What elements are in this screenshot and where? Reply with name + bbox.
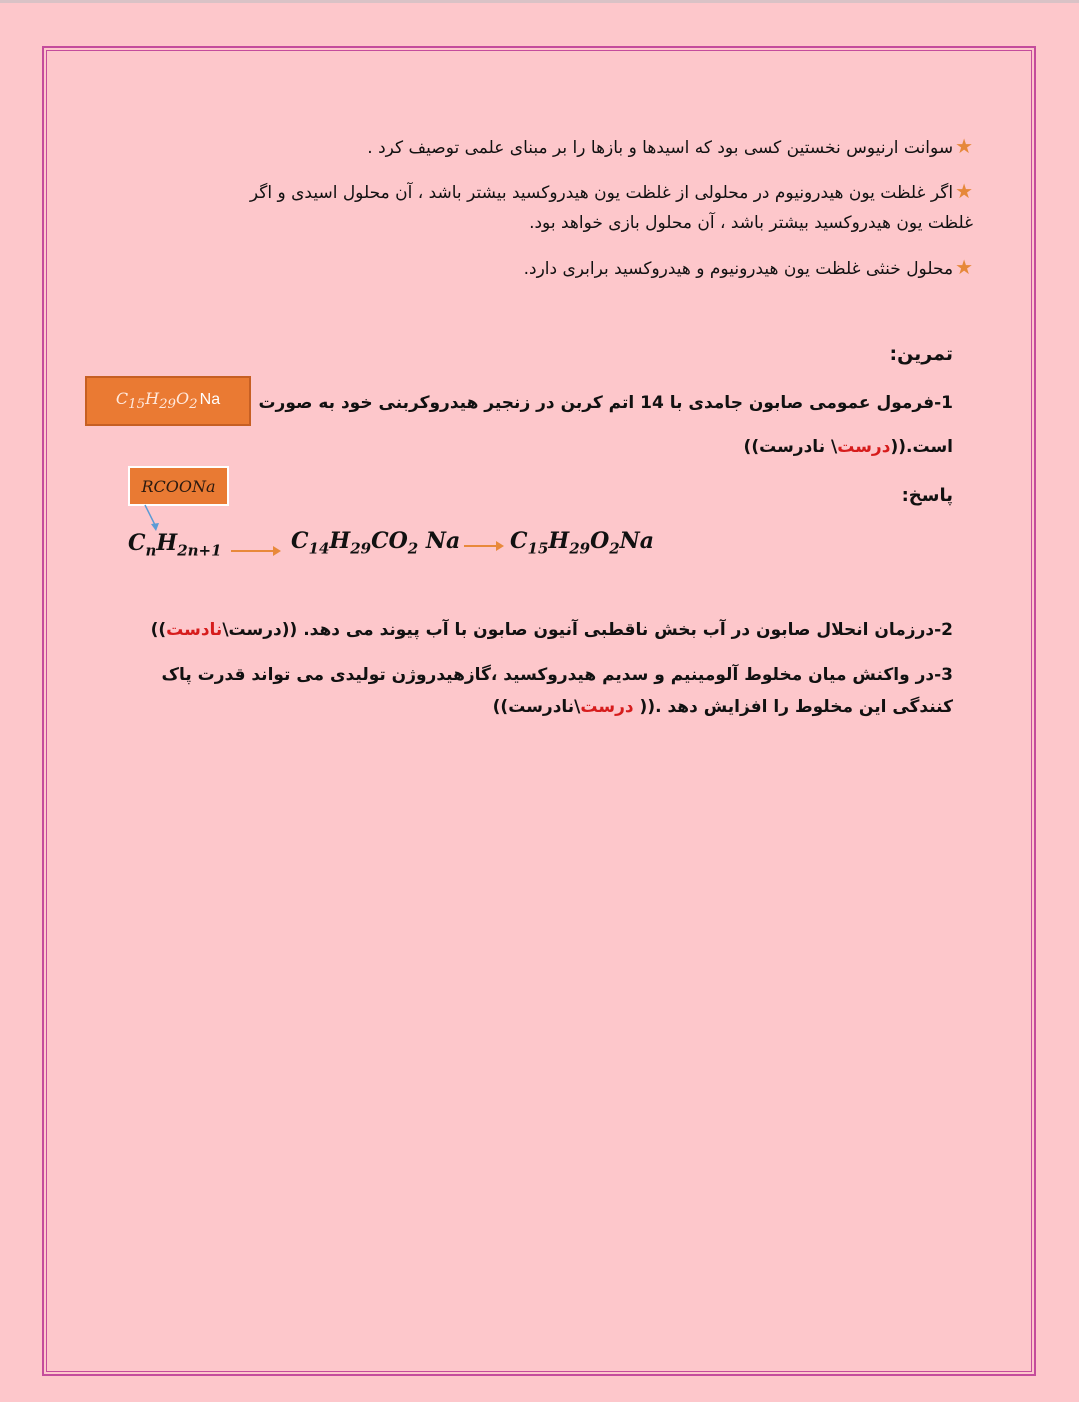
star-icon: ★ <box>955 255 973 279</box>
question-1-line-1: 1-فرمول عمومی صابون جامدی با 14 اتم کربن در زنجیر هیدروکربنی خود به صورت <box>258 393 953 413</box>
correct-answer-mark: درست <box>837 437 891 457</box>
formula-c14: $C_{14}H_{29}CO_2$ Na <box>291 528 461 558</box>
bullet-text: محلول خنثی غلظت یون هیدرونیوم و هیدروکسید برابری دارد. <box>523 259 954 279</box>
bullet-item-2 <box>133 176 973 238</box>
formula-c15: $C_{15}H_{29}O_2Na$ <box>510 528 655 558</box>
question-3-line-2: کنندگی این مخلوط را افزایش دهد .(( درست\نادرست)) <box>492 697 953 717</box>
formula-general: $C_nH_{2n+1}$ <box>128 530 222 560</box>
correct-answer-mark: درست <box>580 697 634 717</box>
pointer-arrow <box>140 503 164 533</box>
formula-box: $C_{15}H_{29}O_2$ Na <box>85 376 251 426</box>
bullet-text: سوانت ارنیوس نخستین کسی بود که اسیدها و بازها را بر مبنای علمی توصیف کرد . <box>367 138 954 158</box>
correct-answer-mark: نادست <box>166 620 223 640</box>
star-icon: ★ <box>955 179 973 203</box>
star-icon: ★ <box>955 134 973 158</box>
exercise-title: تمرین: <box>889 343 953 365</box>
question-3-line-1: 3-در واکنش میان مخلوط آلومینیم و سدیم هیدروکسید ،گازهیدروژن تولیدی می تواند قدرت پاک <box>161 665 953 685</box>
bullet-item-1 <box>133 131 973 163</box>
question-2: 2-درزمان انحلال صابون در آب بخش ناقطبی آنیون صابون با آب پیوند می دهد. ((درست\نادست)) <box>150 620 953 640</box>
arrow-right-icon <box>464 545 502 547</box>
bullet-item-3 <box>133 252 973 284</box>
bullet-text: غلظت یون هیدروکسید بیشتر باشد ، آن محلول بازی خواهد بود. <box>529 213 973 233</box>
bullet-text: اگر غلظت یون هیدرونیوم در محلولی از غلظت یون هیدروکسید بیشتر باشد ، آن محلول اسیدی و اگر <box>249 183 954 203</box>
answer-label: پاسخ: <box>901 485 953 506</box>
arrow-right-icon <box>231 550 279 552</box>
rcoona-box: RCOONa <box>128 466 229 506</box>
question-1-line-2: است.((درست\ نادرست)) <box>743 437 953 457</box>
top-edge <box>0 0 1079 3</box>
